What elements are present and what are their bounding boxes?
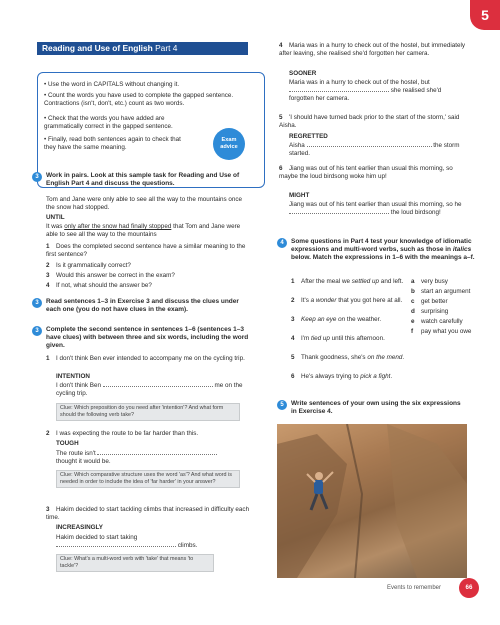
meaning-f: f pay what you owe	[411, 328, 472, 335]
exercise-instruction: Write sentences of your own using the six expressions in Exercise 4.	[291, 400, 461, 416]
header-part: Part 4	[155, 43, 178, 53]
item-2-sentence: 2 I was expecting the route to be far harder than this.	[46, 430, 199, 437]
answer-gap[interactable]	[307, 146, 432, 147]
exam-advice-badge: Exam advice	[213, 128, 245, 160]
meaning-a: a very busy	[411, 278, 448, 285]
footer-label: Events to remember	[387, 585, 442, 591]
answer-gap[interactable]	[56, 546, 176, 547]
exercise-instruction: Some questions in Part 4 test your knowledge of idiomatic expressions and multi-word verbs, such as those in italics below. Match the expressions in 1–6 with the meanings a–f.	[291, 238, 475, 262]
item-5-gapped: Aisha the storm started.	[289, 142, 460, 158]
sample-sentence: Tom and Jane were only able to see all the way to the mountains once the snow had stopped.	[46, 196, 243, 212]
tip-4: • Finally, read both sentences again to check that they have the same meaning.	[44, 136, 181, 152]
item-3-keyword: INCREASINGLY	[56, 524, 104, 531]
section-header	[37, 42, 248, 55]
item-2-clue: Clue: Which comparative structure uses the word 'as'? And what word is needed in order to include the idea of 'far harder' in your answer?	[56, 470, 240, 488]
tip-1: • Use the word in CAPITALS without changing it.	[44, 81, 180, 88]
item-4-sentence: 4 Maria was in a hurry to check out of the hostel, but immediately after leaving, she realised she'd forgotten her camera.	[279, 42, 466, 58]
question-3: 3 Would this answer be correct in the exam?	[46, 272, 175, 279]
unit-number: 5	[481, 7, 489, 23]
exercise-number-badge: 3	[32, 298, 42, 308]
idiom-item-5: 5 Thank goodness, she's on the mend.	[291, 354, 405, 361]
item-5-keyword: REGRETTED	[289, 133, 328, 140]
idiom-item-3: 3 Keep an eye on the weather.	[291, 316, 382, 323]
unit-tab	[470, 0, 500, 30]
rock-climber-photo	[277, 424, 467, 578]
exercise-number-badge: 3	[32, 172, 42, 182]
item-4-keyword: SOONER	[289, 70, 317, 77]
item-6-gapped: Jiang was out of his tent earlier than usual this morning, so he the loud birdsong!	[289, 201, 462, 217]
item-2-gapped: The route isn't thought it would be.	[56, 450, 246, 466]
idiom-item-2: 2 It's a wonder that you got here at all.	[291, 297, 403, 304]
item-1-gapped: I don't think Ben me on the cycling trip.	[56, 382, 243, 398]
question-1: 1 Does the completed second sentence have a similar meaning to the first sentence?	[46, 243, 246, 259]
sample-keyword: UNTIL	[46, 214, 65, 221]
answer-gap[interactable]	[289, 91, 389, 92]
exercise-number-badge: 4	[277, 238, 287, 248]
exercise-instruction: Work in pairs. Look at this sample task for Reading and Use of English Part 4 and discuss the questions.	[46, 172, 240, 188]
item-6-keyword: MIGHT	[289, 192, 310, 199]
item-6-sentence: 6 Jiang was out of his tent earlier than usual this morning, so maybe the loud birdsong woke him up!	[279, 165, 453, 181]
item-4-gapped: Maria was in a hurry to check out of the hostel, but she realised she'd forgotten her camera.	[289, 79, 442, 103]
answer-gap[interactable]	[97, 454, 217, 455]
header-title: Reading and Use of English	[42, 43, 153, 53]
climber-illustration	[277, 424, 467, 578]
item-5-sentence: 5 'I should have turned back prior to the start of the storm,' said Aisha.	[279, 114, 460, 130]
exercise-number-badge: 5	[277, 400, 287, 410]
answer-gap[interactable]	[103, 386, 213, 387]
idiom-item-6: 6 He's always trying to pick a fight.	[291, 373, 393, 380]
question-2: 2 Is it grammatically correct?	[46, 262, 131, 269]
exercise-number-badge: 3	[32, 326, 42, 336]
meaning-b: b start an argument	[411, 288, 471, 295]
meaning-d: d surprising	[411, 308, 449, 315]
meaning-e: e watch carefully	[411, 318, 463, 325]
item-3-sentence: 3 Hakim decided to start tackling climbs that increased in difficulty each time.	[46, 506, 250, 522]
item-3-gapped: Hakim decided to start taking climbs.	[56, 534, 198, 550]
sample-answer: It was only after the snow had finally stopped that Tom and Jane were able to see all the way to the mountains	[46, 223, 241, 239]
exercise-instruction: Complete the second sentence in sentences 1–6 (sentences 1–3 have clues) with between three and six words, including the word given.	[46, 326, 249, 350]
item-3-clue: Clue: What's a multi-word verb with 'take' that means 'to tackle'?	[56, 554, 214, 572]
item-1-clue: Clue: Which preposition do you need after 'intention'? And what form should the following verb take?	[56, 403, 240, 421]
item-2-keyword: TOUGH	[56, 440, 79, 447]
idiom-item-1: 1 After the meal we settled up and left.	[291, 278, 404, 285]
idiom-item-4: 4 I'm tied up until this afternoon.	[291, 335, 385, 342]
meaning-c: c get better	[411, 298, 448, 305]
item-1-keyword: INTENTION	[56, 373, 90, 380]
question-4: 4 If not, what should the answer be?	[46, 282, 152, 289]
answer-gap[interactable]	[289, 213, 389, 214]
tip-3: • Check that the words you have added are grammatically correct in the gapped sentence.	[44, 115, 173, 131]
exercise-instruction: Read sentences 1–3 in Exercise 3 and discuss the clues under each one (you do not have clues in the exam).	[46, 298, 239, 314]
page-number: 66	[459, 578, 479, 598]
item-1-sentence: 1 I don't think Ben ever intended to accompany me on the cycling trip.	[46, 355, 245, 362]
tip-2: • Count the words you have used to complete the gapped sentence. Contractions (isn't, don't, etc.) count as two words.	[44, 92, 234, 108]
